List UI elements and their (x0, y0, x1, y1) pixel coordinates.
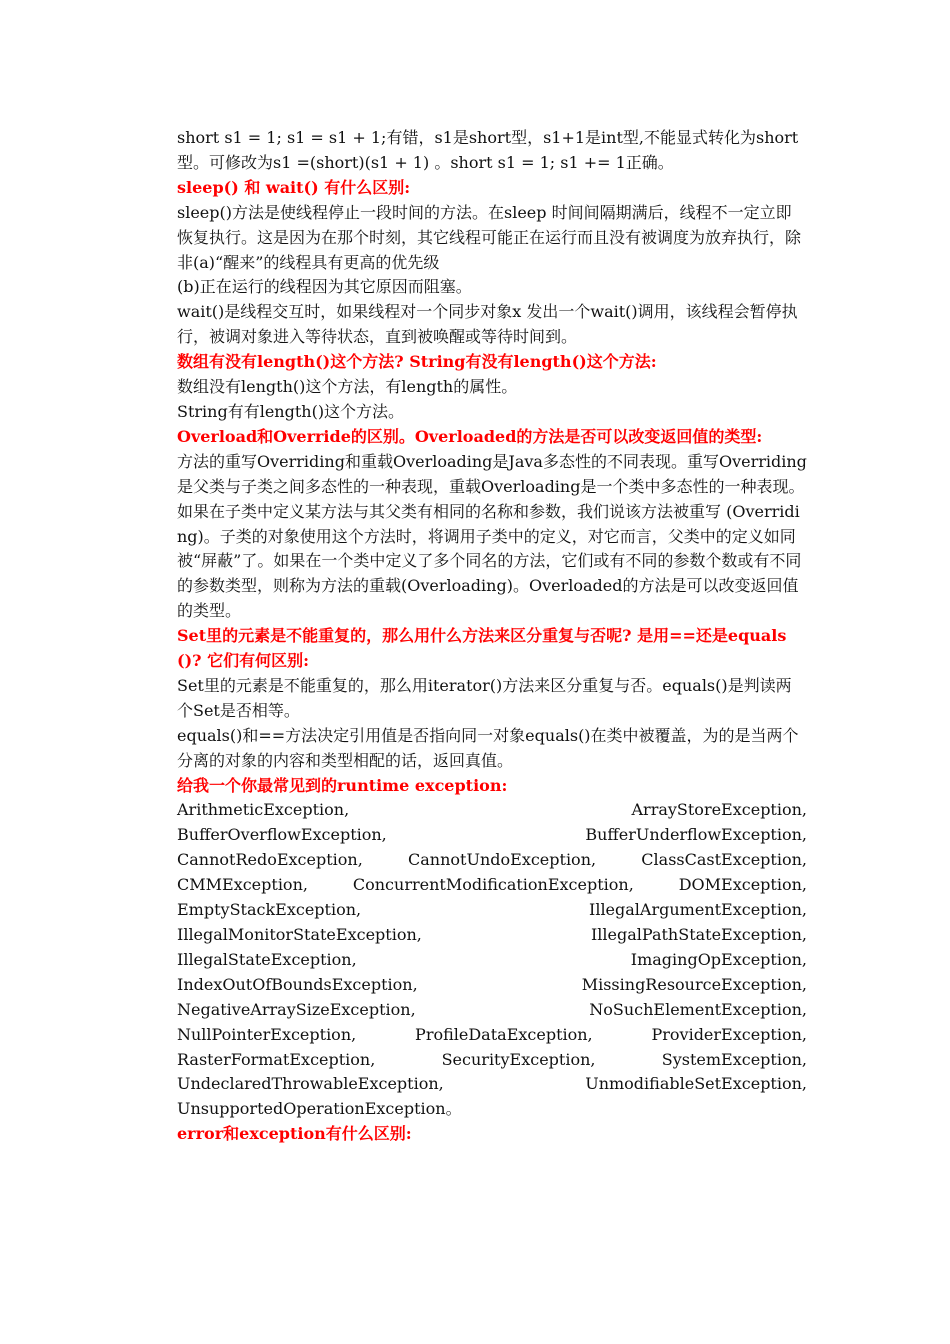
exception-name: BufferUnderflowException, (585, 825, 807, 845)
exception-row (177, 998, 807, 1023)
heading-set-equals: Set里的元素是不能重复的，那么用什么方法来区分重复与否呢? 是用==还是equals()? 它们有何区别: (177, 626, 787, 671)
exception-name: UnmodifiableSetException, (585, 1074, 807, 1094)
exception-row (177, 873, 807, 898)
exception-name: CMMException, (177, 875, 308, 895)
exception-row (177, 948, 807, 973)
heading-overload: Overload和Override的区别。Overloaded的方法是否可以改变返回值的类型: (177, 426, 763, 446)
exception-name: UndeclaredThrowableException, (177, 1074, 444, 1094)
exception-name: ArrayStoreException, (631, 800, 807, 820)
exception-name: ConcurrentModificationException, (352, 875, 634, 895)
heading-error-exception: error和exception有什么区别: (177, 1124, 412, 1144)
exception-name: EmptyStackException, (177, 900, 362, 920)
exception-name: MissingResourceException, (581, 974, 807, 994)
exception-name: ArithmeticException, (177, 800, 350, 820)
exception-row (177, 823, 807, 848)
exception-row (177, 1097, 807, 1122)
heading-length: 数组有没有length()这个方法? String有没有length()这个方法: (177, 352, 657, 372)
exception-name: CannotUndoException, (408, 850, 597, 870)
exception-name: ProviderException, (651, 1024, 807, 1044)
exception-row (177, 1072, 807, 1097)
length-array-para: 数组没有length()这个方法，有length的属性。 (177, 377, 518, 397)
exception-name: RasterFormatException, (177, 1049, 376, 1069)
exception-name: SecurityException, (441, 1049, 596, 1069)
set-para: Set里的元素是不能重复的，那么用iterator()方法来区分重复与否。equals()是判读两个Set是否相等。 (177, 675, 792, 720)
exception-row (177, 898, 807, 923)
exception-row (177, 1048, 807, 1073)
exception-row (177, 973, 807, 998)
heading-sleep-wait: sleep() 和 wait() 有什么区别: (177, 177, 411, 197)
exception-name: ProfileDataException, (415, 1024, 593, 1044)
exception-name: IllegalArgumentException, (589, 900, 807, 920)
length-string-para: String有有length()这个方法。 (177, 401, 405, 421)
exception-row (177, 1023, 807, 1048)
exception-name: BufferOverflowException, (177, 825, 387, 845)
exception-name: NullPointerException, (177, 1024, 357, 1044)
exception-list (177, 798, 807, 1122)
heading-runtime-exception: 给我一个你最常见到的runtime exception: (177, 775, 508, 795)
exception-name: IllegalMonitorStateException, (177, 925, 422, 944)
exception-name: CannotRedoException, (177, 850, 363, 870)
exception-name: SystemException, (661, 1049, 807, 1069)
wait-para: wait()是线程交互时，如果线程对一个同步对象x 发出一个wait()调用，该线程会暂停执行，被调对象进入等待状态，直到被唤醒或等待时间到。 (177, 302, 798, 347)
exception-row (177, 798, 807, 823)
exception-name: DOMException, (678, 875, 807, 895)
overload-para: 方法的重写Overriding和重载Overloading是Java多态性的不同表现。重写Overriding是父类与子类之间多态性的一种表现，重载Overloading是一个类中多态性的一种表现。如果在子类中定义某方法与其父类有相同的名称和参数，我们说该方法被重写 (Overriding)。子类的对象使用这个方法时，将调用子类中的定义，对它而言，父类中的定义如同被“屏蔽”了。如果在一个类中定义了多个同名的方法，它们或有不同的参数个数或有不同的参数类型，则称为方法的重载(Overloading)。Overloaded的方法是可以改变返回值的类型。 (177, 451, 807, 621)
short-answer-para: short s1 = 1; s1 = s1 + 1;有错，s1是short型，s1+1是int型,不能显式转化为short型。可修改为s1 =(short)(s1 + 1) 。short s1 = 1; s1 += 1正确。 (177, 128, 799, 172)
exception-row (177, 923, 807, 948)
exception-name: ImagingOpException, (630, 949, 807, 969)
exception-name: IndexOutOfBoundsException, (177, 974, 418, 994)
blocks-container (177, 126, 807, 798)
exception-name: UnsupportedOperationException。 (177, 1099, 462, 1119)
exception-name: IllegalPathStateException, (590, 925, 807, 944)
equals-para: equals()和==方法决定引用值是否指向同一对象equals()在类中被覆盖，为的是当两个分离的对象的内容和类型相配的话，返回真值。 (177, 725, 799, 770)
exception-name: NoSuchElementException, (589, 999, 807, 1019)
exception-name: ClassCastException, (641, 850, 807, 870)
sleep-para-b: (b)正在运行的线程因为其它原因而阻塞。 (177, 277, 472, 297)
sleep-para: sleep()方法是使线程停止一段时间的方法。在sleep 时间间隔期满后，线程不一定立即恢复执行。这是因为在那个时刻，其它线程可能正在运行而且没有被调度为放弃执行，除非(a)“醒来”的线程具有更高的优先级 (177, 202, 802, 272)
exception-name: IllegalStateException, (177, 949, 357, 969)
exception-name: NegativeArraySizeException, (177, 999, 416, 1019)
exception-row (177, 848, 807, 873)
document-page (177, 126, 807, 1147)
